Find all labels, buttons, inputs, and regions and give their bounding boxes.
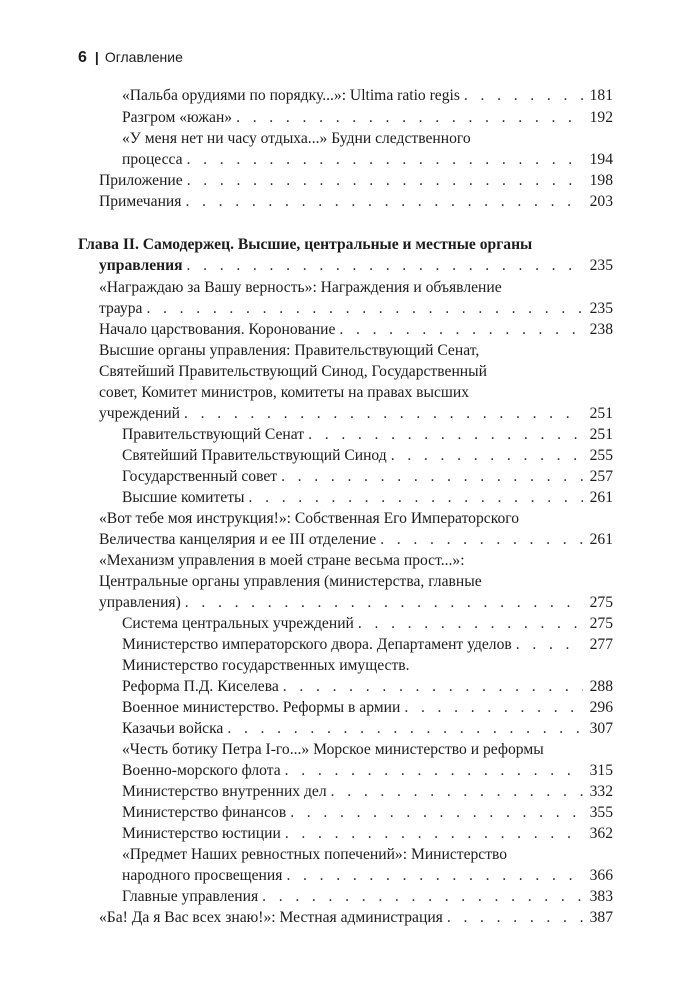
toc-entry-line[interactable] — [122, 739, 613, 761]
dot-leader — [339, 319, 583, 341]
toc-entry[interactable] — [99, 298, 613, 320]
toc-entry[interactable] — [99, 907, 613, 929]
toc-entry[interactable] — [99, 529, 613, 551]
toc-entry-title: Главные управления — [122, 888, 259, 905]
chapter-title: Глава II. Самодержец. Высшие, центральные и местные органы — [78, 236, 533, 253]
dot-leader — [185, 592, 583, 614]
dot-leader — [447, 907, 583, 929]
toc-entry-line[interactable] — [122, 128, 613, 150]
toc-entry[interactable] — [122, 718, 613, 740]
toc-entry-title: народного просвещения — [122, 867, 283, 884]
toc-entry-line[interactable] — [122, 655, 613, 677]
toc-entry-title: «Награждаю за Вашу верность»: Награждения и объявление — [99, 279, 502, 296]
toc-entry-title: управления) — [99, 594, 181, 611]
toc-entry-title: Министерство внутренних дел — [122, 783, 327, 800]
dot-leader — [146, 298, 583, 320]
toc-entry-title: Высшие органы управления: Правительствующий Сенат, — [99, 342, 480, 359]
dot-leader — [262, 886, 583, 908]
toc-entry-title: «У меня нет ни часу отдыха...» Будни следственного — [122, 130, 471, 147]
toc-entry[interactable] — [122, 676, 613, 698]
toc-entry-title: Начало царствования. Коронование — [99, 321, 336, 338]
toc-page-number: 198 — [589, 172, 613, 189]
toc-entry-title: Казачьи войска — [122, 720, 224, 737]
dot-leader — [516, 634, 583, 656]
dot-leader — [308, 424, 583, 446]
dot-leader — [290, 802, 583, 824]
toc-entry[interactable] — [122, 697, 613, 719]
dot-leader — [285, 823, 583, 845]
toc-entry-title: процесса — [122, 151, 183, 168]
toc-page-number: 203 — [589, 193, 613, 210]
toc-entry-title: учреждений — [99, 405, 181, 422]
toc-page-number: 362 — [589, 825, 613, 842]
toc-entry-title: Святейший Правительствующий Синод, Государственный — [99, 363, 487, 380]
toc-page-number: 366 — [589, 867, 613, 884]
toc-page-number: 261 — [589, 489, 613, 506]
dot-leader — [185, 191, 583, 213]
toc-entry-title: Высшие комитеты — [122, 489, 245, 506]
toc-entry-title: Святейший Правительствующий Синод — [122, 447, 387, 464]
toc-entry-title: Министерство юстиции — [122, 825, 281, 842]
toc-entry-title: «Ба! Да я Вас всех знаю!»: Местная администрация — [99, 909, 443, 926]
toc-entry-line[interactable] — [99, 277, 613, 299]
toc-page-number: 251 — [589, 405, 613, 422]
dot-leader — [391, 445, 583, 467]
dot-leader — [331, 781, 583, 803]
header-title: Оглавление — [104, 49, 183, 65]
toc-page-number: 275 — [589, 594, 613, 611]
toc-entry-title: Военно-морского флота — [122, 762, 281, 779]
toc-page-number: 387 — [589, 909, 613, 926]
toc-entry-title: Военное министерство. Реформы в армии — [122, 699, 401, 716]
toc-entry-title: траура — [99, 300, 143, 317]
dot-leader — [184, 403, 583, 425]
toc-page-number: 315 — [589, 762, 613, 779]
toc-page-number: 235 — [589, 257, 613, 274]
toc-entry-title: «Пальба орудиями по порядку...»: Ultima ratio regis — [122, 87, 460, 104]
toc-entry-title: Государственный совет — [122, 468, 278, 485]
toc-entry[interactable] — [122, 781, 613, 803]
toc-page-number: 288 — [589, 678, 613, 695]
toc-page-number: 296 — [589, 699, 613, 716]
running-header — [78, 49, 183, 67]
toc-page-number: 261 — [589, 531, 613, 548]
toc-page-number: 277 — [589, 636, 613, 653]
toc-entry[interactable] — [122, 823, 613, 845]
dot-leader — [187, 255, 583, 277]
toc-page-number: 307 — [589, 720, 613, 737]
toc-entry-title: Центральные органы управления (министерства, главные — [99, 573, 482, 590]
toc-page-number: 255 — [589, 447, 613, 464]
dot-leader — [286, 865, 583, 887]
toc-entry[interactable] — [122, 760, 613, 782]
toc-page-number: 257 — [589, 468, 613, 485]
dot-leader — [281, 466, 583, 488]
toc-entry[interactable] — [99, 319, 613, 341]
toc-page-number: 238 — [589, 321, 613, 338]
toc-entry[interactable] — [122, 445, 613, 467]
toc-page-number: 192 — [589, 109, 613, 126]
toc-entry-title: «Вот тебе моя инструкция!»: Собственная Его Императорского — [99, 510, 520, 527]
toc-entry-title: Министерство императорского двора. Департамент уделов — [122, 636, 512, 653]
toc-entry-title: Министерство государственных имуществ. — [122, 657, 410, 674]
toc-entry-line[interactable] — [99, 361, 613, 383]
toc-page-number: 251 — [589, 426, 613, 443]
toc-entry[interactable] — [99, 191, 613, 213]
toc-entry-line[interactable] — [99, 382, 613, 404]
toc-entry-title: Примечания — [99, 193, 182, 210]
dot-leader — [464, 85, 583, 107]
page-number: 6 — [78, 49, 87, 66]
toc-entry[interactable] — [122, 613, 613, 635]
toc-entry-title: «Механизм управления в моей стране весьма прост...»: — [99, 552, 465, 569]
dot-leader — [285, 760, 583, 782]
dot-leader — [404, 697, 583, 719]
toc-entry[interactable] — [122, 85, 613, 107]
toc-entry[interactable] — [122, 487, 613, 509]
toc-entry-title: Министерство финансов — [122, 804, 287, 821]
toc-entry-line[interactable] — [122, 844, 613, 866]
toc-entry[interactable] — [122, 886, 613, 908]
toc-entry-line[interactable] — [99, 550, 613, 572]
toc-entry-title: Величества канцелярия и ее III отделение — [99, 531, 377, 548]
toc-page-number: 383 — [589, 888, 613, 905]
toc-entry[interactable] — [122, 802, 613, 824]
toc-entry[interactable] — [122, 107, 613, 129]
toc-entry[interactable] — [99, 403, 613, 425]
dot-leader — [358, 613, 583, 635]
toc-entry-line[interactable] — [99, 508, 613, 530]
header-separator: | — [94, 49, 99, 65]
dot-leader — [249, 487, 584, 509]
toc-entry[interactable] — [99, 170, 613, 192]
toc-entry-line[interactable] — [99, 340, 613, 362]
toc-entry-title: Разгром «южан» — [122, 109, 233, 126]
toc-entry[interactable] — [122, 865, 613, 887]
toc-page-number: 275 — [589, 615, 613, 632]
toc-entry-title: Приложение — [99, 172, 183, 189]
toc-entry-line[interactable] — [99, 571, 613, 593]
toc-entry-title: Система центральных учреждений — [122, 615, 354, 632]
toc-entry[interactable] — [122, 149, 613, 171]
dot-leader — [283, 676, 583, 698]
toc-page-number: 181 — [589, 87, 613, 104]
chapter-title: управления — [99, 257, 183, 274]
dot-leader — [187, 170, 583, 192]
toc-entry[interactable] — [122, 466, 613, 488]
toc-page-number: 194 — [589, 151, 613, 168]
toc-entry-title: «Предмет Наших ревностных попечений»: Министерство — [122, 846, 508, 863]
toc-entry[interactable] — [122, 424, 613, 446]
dot-leader — [227, 718, 583, 740]
toc-entry[interactable] — [99, 592, 613, 614]
toc-entry-title: совет, Комитет министров, комитеты на правах высших — [99, 384, 470, 401]
toc-entry-title: «Честь ботику Петра I-го...» Морское министерство и реформы — [122, 741, 544, 758]
dot-leader — [187, 149, 583, 171]
dot-leader — [380, 529, 583, 551]
toc-entry[interactable] — [99, 255, 613, 277]
toc-entry-title: Правительствующий Сенат — [122, 426, 305, 443]
toc-page-number: 355 — [589, 804, 613, 821]
toc-page-number: 235 — [589, 300, 613, 317]
toc-page-number: 332 — [589, 783, 613, 800]
chapter-heading[interactable] — [78, 234, 613, 256]
dot-leader — [236, 107, 583, 129]
toc-entry-title: Реформа П.Д. Киселева — [122, 678, 279, 695]
toc-entry[interactable] — [122, 634, 613, 656]
